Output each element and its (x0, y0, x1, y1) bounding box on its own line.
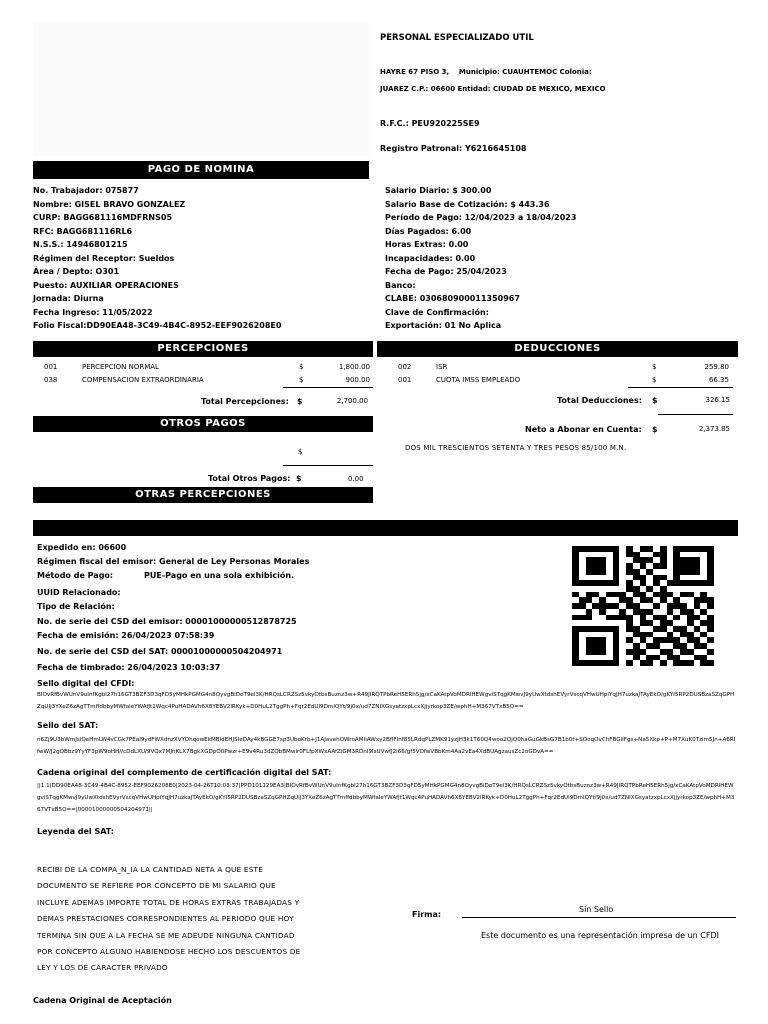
recibo-line: TERMINA SIN QUE A LA FECHA SE ME ADEUDE NINGUNA CANTIDAD (37, 930, 295, 940)
percepcion-row (44, 363, 370, 373)
recibo-line: DOCUMENTO SE REFIERE POR CONCEPTO DE MI SALARIO QUE (37, 881, 276, 891)
percepcion-amount: 1,800.00 (338, 363, 370, 371)
total-percepciones-label: Total Percepciones: (201, 397, 289, 406)
qr-module (660, 660, 667, 666)
neto-en-letra: DOS MIL TRESCIENTOS SETENTA Y TRES PESOS 85/100 M.N. (405, 444, 627, 452)
leyenda-sat-label: Leyenda del SAT: (37, 827, 114, 836)
percepcion-code: 001 (44, 363, 58, 371)
deduccion-amount: 66.35 (708, 376, 729, 384)
total-deducciones-value: 326.15 (705, 396, 730, 404)
otros-pagos-header: OTROS PAGOS (33, 416, 373, 432)
percepcion-currency: $ (299, 376, 304, 384)
banco: Banco: (385, 280, 416, 290)
recibo-line: RECIBI DE LA COMPA_N_IA LA CANTIDAD NETA A QUE ESTE (37, 865, 263, 874)
qr-code (572, 546, 714, 666)
recibo-line: LEY Y LOS DE CARACTER PRIVADO (37, 963, 168, 973)
employee-number: No. Trabajador: 075877 (33, 186, 139, 195)
clabe: CLABE: 030680900011350967 (385, 294, 520, 303)
percepcion-currency: $ (299, 363, 304, 371)
employee-curp: CURP: BAGG681116MDFRNS05 (33, 213, 173, 222)
otras-percepciones-header: OTRAS PERCEPCIONES (33, 487, 373, 503)
otros-pagos-line (283, 465, 373, 466)
periodo-pago: Período de Pago: 12/04/2023 a 18/04/2023 (385, 213, 577, 222)
metodo-pago-label: Método de Pago: (37, 571, 114, 580)
total-deducciones-label: Total Deducciones: (557, 396, 642, 405)
tipo-relacion: Tipo de Relación: (37, 602, 115, 611)
company-address-line1: HAYRE 67 PISO 3, Municipio: CUAUHTEMOC Colonia: (380, 68, 592, 76)
employee-puesto: Puesto: AUXILIAR OPERACIONES (33, 280, 179, 290)
percepcion-concept: PERCEPCION NORMAL (82, 363, 159, 371)
qr-module (586, 660, 593, 666)
employee-info (33, 184, 281, 333)
deduccion-amount: 259.80 (704, 363, 729, 371)
qr-module (707, 660, 714, 666)
uuid-relacionado: UUID Relacionado: (37, 588, 121, 597)
salario-diario: Salario Diario: $ 300.00 (385, 186, 492, 195)
company-rfc: R.F.C.: PEU920225SE9 (380, 119, 480, 128)
qr-module (694, 660, 701, 666)
firma-line (462, 917, 736, 918)
pago-nomina-header: PAGO DE NOMINA (33, 161, 369, 179)
percepcion-amount: 900.00 (345, 376, 370, 384)
qr-module (687, 660, 694, 666)
neto-label: Neto a Abonar en Cuenta: (525, 425, 642, 434)
deduccion-row (398, 363, 729, 373)
cadena-original-value: ||1.1|DD90EA48-3C49-4B4C-8952-EEF9026208E0|2023-04-26T10:03:37|PPD101129EA3|BIOvRfBvWUnV9uInfKgbl27h16GT3BZF3D3qFD5yMHkPGMG4n8OyvgBiDoT9el3K/HRQsLCRZSz5vkyOtbsBuznz3w+R49JIRQTPbReH5ERh5jg/xCaKAtpVoMDRlHEWgviSTqgKMwvJ9yUwXtdshEVyrVscqVHwUHpiYqJH7uzkaJTAyEkO/gKYI5RP2DUSBzaSZqGPHZqUIj3YXeZ6zAgTTmffdbbyMWfaleYWAfJt1Wqc4PuHADAVh6X8YEBV2lRKyk+D0HuL2TggPh+Fqr2EdUl9DmIQYt/9j0x/ud7ZNIXGsyatzxpLcxXjjyrkop3ZE/wphH+M367VTxB5Q==|00001000000504204971|| (37, 783, 735, 813)
qr-module (633, 660, 640, 666)
fecha-emision: Fecha de emisión: 26/04/2023 07:58:39 (37, 631, 215, 640)
deducciones-header: DEDUCCIONES (377, 341, 738, 357)
sello-sat-label: Sello del SAT: (37, 721, 99, 730)
deduccion-code: 002 (398, 363, 412, 371)
deducciones-total-line (628, 387, 733, 388)
folio-fiscal: Folio Fiscal:DD90EA48-3C49-4B4C-8952-EEF9026208E0 (33, 321, 282, 330)
qr-module (606, 660, 613, 666)
serie-csd-emisor: No. de serie del CSD del emisor: 00001000000512878725 (37, 617, 297, 626)
employee-fecha-ingreso: Fecha Ingreso: 11/05/2022 (33, 307, 153, 317)
metodo-pago-value: PUE-Pago en una sola exhibición. (144, 571, 295, 580)
cadena-original-aceptacion: Cadena Original de Aceptación (33, 996, 172, 1005)
recibo-text (37, 862, 300, 977)
otros-pagos-currency: $ (298, 448, 303, 456)
employee-area: Área / Depto: O301 (33, 267, 120, 276)
qr-module (626, 660, 633, 666)
employee-nss: N.S.S.: 14946801215 (33, 240, 128, 249)
percepciones-total-line (283, 387, 373, 388)
company-logo-area (33, 22, 369, 156)
total-otros-pagos-value: 0.00 (348, 475, 364, 483)
expedido-en: Expedido en: 06600 (37, 543, 127, 552)
deduccion-concept: ISR (436, 363, 448, 371)
total-percepciones-currency: $ (297, 397, 303, 406)
sello-sat-value: n6Zj9U3bWmJsiQeHmLW4vCGk7PEaI9ydFWXdnzXVYOhqowEkMBldEHJSleDAy4kBGGE7sp3UboKrb+J1AJavehOWroAMIiAWxy2BflFInf85LRdqPLZMK91yzJH3k1T60Q4woo2QjQ0haGuGkBsG7B1b0t+SOoqOvChFBGiIFgs+Na5Xkp+P+M7XuK0Tzim5Jn+A6RIfwW/J2gQBbz9YyYF3pW9oHH//cDdLXU/9VOx7MJnKLX7BgkXGDpO0Pwzr+E9v4Ru3dZQbBMwir0FLfpXWxAAfZiGM3RDnI9lsUVwfJ2i66/gf5VOfwVBbKm4Aa2vEa4XdBUAgzausZc2oGDvA== (37, 737, 736, 755)
percepcion-row (44, 376, 370, 386)
registro-patronal: Registro Patronal: Y6216645108 (380, 144, 527, 153)
salary-info (385, 184, 576, 333)
qr-module (619, 660, 626, 666)
neto-line (658, 414, 733, 415)
total-otros-pagos-currency: $ (296, 474, 302, 483)
company-name: PERSONAL ESPECIALIZADO UTIL (380, 33, 534, 43)
qr-module (640, 660, 647, 666)
deduccion-code: 001 (398, 376, 412, 384)
recibo-line: INCLUYE ADEMAS IMPORTE TOTAL DE HORAS EXTRAS TRABAJADAS Y (37, 897, 300, 907)
sin-sello-text: Sin Sello (579, 905, 614, 914)
qr-module (700, 660, 707, 666)
employee-jornada: Jornada: Diurna (33, 294, 104, 303)
serie-csd-sat: No. de serie del CSD del SAT: 00001000000504204971 (37, 647, 283, 656)
firma-label: Firma: (412, 910, 442, 919)
fecha-timbrado: Fecha de timbrado: 26/04/2023 10:03:37 (37, 663, 221, 672)
qr-module (667, 660, 674, 666)
qr-module (599, 660, 606, 666)
employee-rfc: RFC: BAGG681116RL6 (33, 226, 133, 236)
dias-pagados: Días Pagados: 6.00 (385, 226, 472, 236)
sello-cfdi-value: BIOvRfBvWUnV9uInfKgbl27h16GT3BZF3D3qFD5yMHkPGMG4n8OyvgBiDoT9el3K/HRQsLCRZSz5vkyOtbsBuznz3w+R49JIRQTPbReH5ERh5jg/xCaKAtpVoMDRlHEWgviSTqgKMwvJ9yUwXtdshEVyrVscqVHwUHpiYqJH7uzkaJTAyEkO/gKYI5RP2DUSBzaSZqGPHZqUIj3YXeZ6zAgTTmffdbbyMWfaleYWAfJt1Wqc4PuHADAVh6X8YEBV2lRKyk+D0HuL2TggPh+Fqr2EdUl9DmIQYt/9j0x/ud7ZNIXGsyatzxpLcxXjjyrkop3ZE/wphH+M367VTxB5Q== (37, 692, 735, 710)
horas-extras: Horas Extras: 0.00 (385, 240, 469, 249)
deduccion-currency: $ (652, 376, 657, 384)
incapacidades: Incapacidades: 0.00 (385, 253, 476, 263)
neto-currency: $ (652, 425, 658, 434)
regimen-fiscal: Régimen fiscal del emisor: General de Ley Personas Morales (37, 557, 310, 566)
qr-module (592, 660, 599, 666)
deduccion-row (398, 376, 729, 386)
employee-regimen: Régimen del Receptor: Sueldos (33, 253, 175, 263)
employee-name: Nombre: GISEL BRAVO GONZALEZ (33, 199, 186, 209)
qr-module (680, 660, 687, 666)
qr-module (572, 660, 579, 666)
total-otros-pagos-label: Total Otros Pagos: (208, 474, 291, 483)
percepcion-concept: COMPENSACION EXTRAORDINARIA (82, 376, 204, 384)
sello-cfdi-label: Sello digital del CFDI: (37, 679, 135, 688)
deduccion-currency: $ (652, 363, 657, 371)
cfdi-representation-note: Este documento es una representación impresa de un CFDI (481, 931, 719, 940)
section-divider-bar (33, 520, 738, 536)
qr-module (579, 660, 586, 666)
percepcion-code: 038 (44, 376, 58, 384)
qr-module (646, 660, 653, 666)
fecha-pago: Fecha de Pago: 25/04/2023 (385, 267, 507, 276)
recibo-line: DEMAS PRESTACIONES CORRESPONDIENTES AL PERIODO QUE HOY (37, 914, 294, 924)
clave-confirmacion: Clave de Confirmación: (385, 307, 489, 317)
total-deducciones-currency: $ (652, 396, 658, 405)
salario-base: Salario Base de Cotización: $ 443.36 (385, 199, 550, 209)
percepciones-header: PERCEPCIONES (33, 341, 373, 357)
cadena-original-label: Cadena original del complemento de certificación digital del SAT: (37, 768, 332, 777)
neto-value: 2,373.85 (698, 425, 730, 433)
company-address-line2: JUAREZ C.P.: 06600 Entidad: CIUDAD DE MEXICO, MEXICO (380, 85, 606, 93)
exportacion: Exportación: 01 No Aplica (385, 321, 502, 330)
total-percepciones-value: 2,700.00 (336, 397, 368, 405)
qr-module (673, 660, 680, 666)
recibo-line: POR CONCEPTO ALGUNO HABIENDOSE HECHO LOS DESCUENTOS DE (37, 947, 301, 957)
deduccion-concept: CUOTA IMSS EMPLEADO (436, 376, 521, 384)
qr-module (653, 660, 660, 666)
qr-module (613, 660, 620, 666)
